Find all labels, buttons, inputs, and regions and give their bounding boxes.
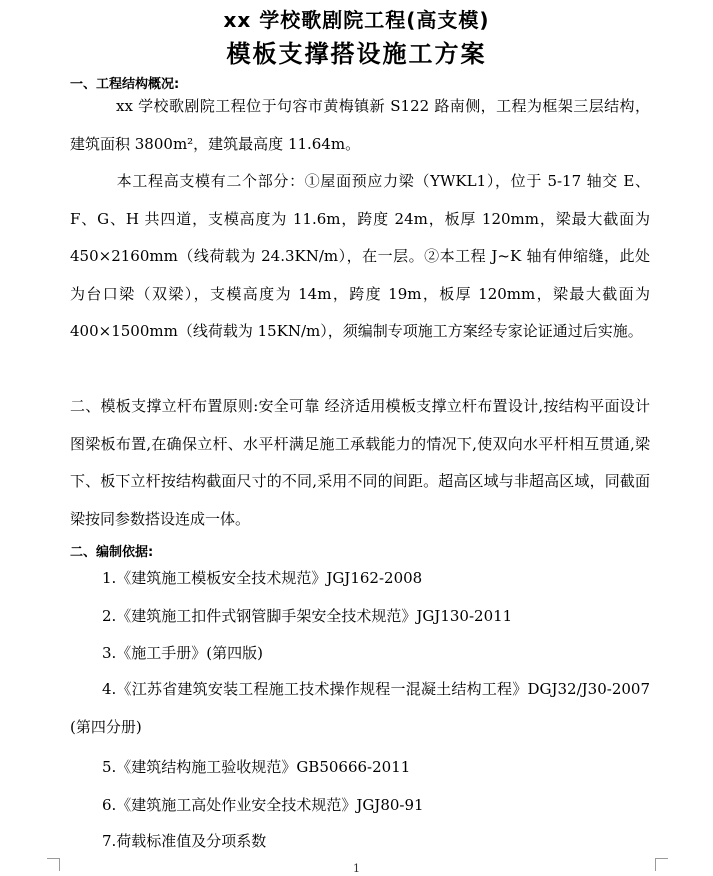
section3-heading: 二、编制依据:	[70, 545, 154, 560]
reference-item-5: 5.《建筑结构施工验收规范》GB50666-2011	[102, 758, 411, 776]
page-number: 1	[353, 862, 360, 875]
section1-heading: 一、工程结构概况:	[70, 77, 180, 92]
document-title-line2: 模板支撑搭设施工方案	[226, 40, 487, 68]
reference-item-4-text: 4.《江苏省建筑安装工程施工技术操作规程一混凝土结构工程》DGJ32/J30-2007 (第四分册)	[70, 680, 650, 736]
section2-paragraph: 二、模板支撑立杆布置原则:安全可靠 经济适用模板支撑立杆布置设计,按结构平面设计图梁板布置,在确保立杆、水平杆满足施工承载能力的情况下,使双向水平杆相互贯通,梁下、板下立杆按结构截面尺寸的不同,采用不同的间距。超高区域与非超高区域，同截面梁按同参数搭设连成一体。	[70, 397, 650, 528]
document-title-line1: xx 学校歌剧院工程(高支模)	[223, 8, 490, 32]
reference-item-6: 6.《建筑施工高处作业安全技术规范》JGJ80-91	[102, 796, 424, 814]
reference-item-7: 7.荷载标准值及分项系数	[102, 832, 267, 850]
section1-paragraph1-text: xx 学校歌剧院工程位于句容市黄梅镇新 S122 路南侧，工程为框架三层结构，建筑面积 3800m²，建筑最高度 11.64m。	[70, 97, 650, 153]
section1-paragraph2-text: 本工程高支模有二个部分：①屋面预应力梁（YWKL1），位于 5-17 轴交 E、F、G、H 共四道，支模高度为 11.6m，跨度 24m，板厚 120mm，梁最大截面为 450×2160mm（线荷载为 24.3KN/m），在一层。②本工程 J~K 轴有伸缩缝，此处为台口梁（双梁），支模高度为 14m，跨度 19m，板厚 120mm，梁最大截面为 400×1500mm（线荷载为 15KN/m），须编制专项施工方案经专家论证通过后实施。	[70, 172, 650, 340]
section1-paragraph2	[70, 163, 650, 351]
reference-item-2: 2.《建筑施工扣件式钢管脚手架安全技术规范》JGJ130-2011	[102, 607, 513, 625]
section1-paragraph1	[70, 88, 650, 163]
reference-item-1: 1.《建筑施工模板安全技术规范》JGJ162-2008	[102, 569, 423, 587]
reference-item-4	[70, 670, 650, 746]
reference-item-3: 3.《施工手册》(第四版)	[102, 644, 264, 662]
